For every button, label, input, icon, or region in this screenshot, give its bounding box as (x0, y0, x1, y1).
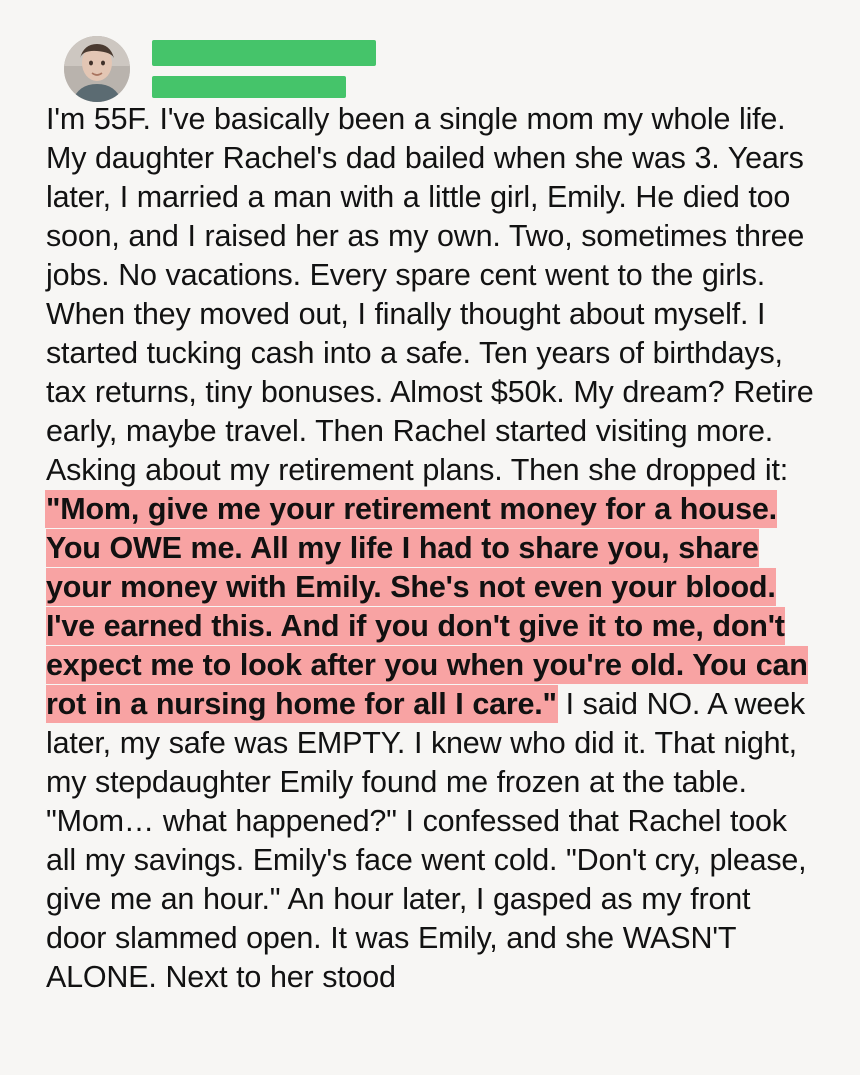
post-text-lead: I'm 55F. I've basically been a single mom my whole life. My daughter Rachel's dad bailed when she was 3. Years later, I married a man with a little girl, Emily. He died too soon, and I raised her as my own. Two, sometimes three jobs. No vacations. Every spare cent went to the girls. When they moved out, I finally thought about myself. I started tucking cash into a safe. Ten years of birthdays, tax returns, tiny bonuses. Almost $50k. My dream? Retire early, maybe travel. Then Rachel started visiting more. Asking about my retirement plans. Then she dropped it: (46, 102, 814, 487)
redacted-username (152, 40, 376, 66)
post-text-tail: I said NO. A week later, my safe was EMPTY. I knew who did it. That night, my stepdaughter Emily found me frozen at the table. "Mom… what happened?" I confessed that Rachel took all my savings. Emily's face went cold. "Don't cry, please, give me an hour." An hour later, I gasped as my front door slammed open. It was Emily, and she WASN'T ALONE. Next to her stood (46, 687, 807, 994)
post-author-block (152, 36, 376, 98)
post-header (0, 0, 860, 92)
post-text-highlighted: "Mom, give me your retirement money for a house. You OWE me. All my life I had to share you, share your money with Emily. She's not even your blood. I've earned this. And if you don't give it to me, don't expect me to look after you when you're old. You can rot in a nursing home for all I care." (46, 492, 808, 721)
redacted-handle (152, 76, 346, 98)
avatar[interactable] (64, 36, 130, 102)
post-body (0, 92, 860, 997)
avatar-image (64, 36, 130, 102)
